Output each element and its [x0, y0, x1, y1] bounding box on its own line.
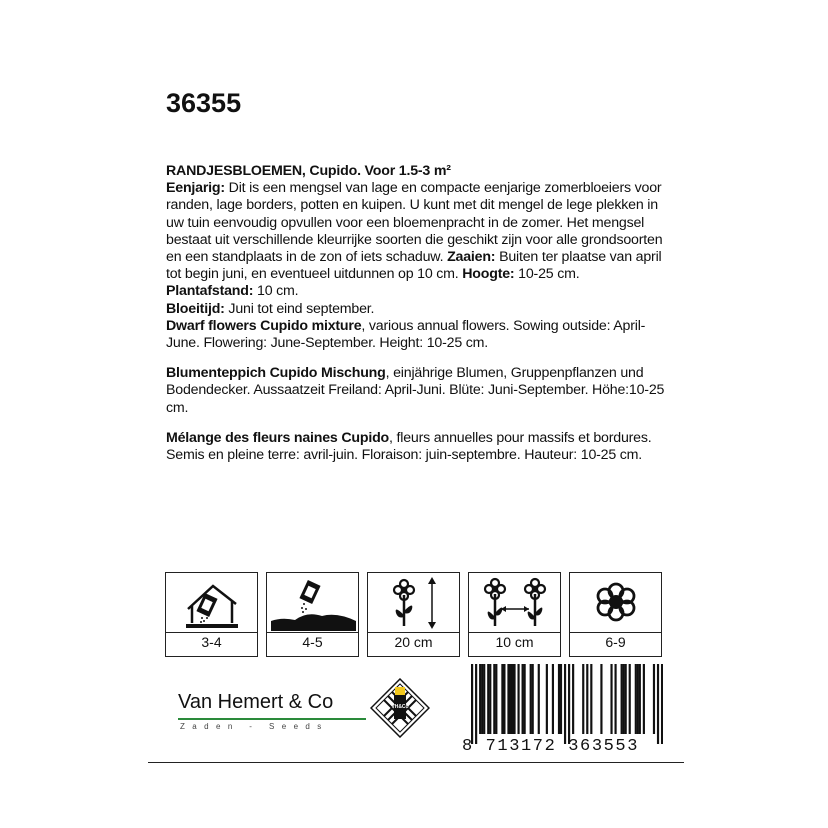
barcode-bar [487, 664, 489, 734]
flowering-icon [570, 573, 663, 632]
barcode-bar [479, 664, 481, 734]
barcode-bar [629, 664, 631, 734]
plantafstand-text: 10 cm. [253, 283, 299, 300]
dutch-title [166, 163, 666, 180]
barcode-bar [586, 664, 588, 734]
bloeitijd-text: Juni tot eind september. [224, 300, 375, 317]
french-description [166, 430, 666, 464]
barcode-bar [600, 664, 602, 734]
barcode-bar [657, 664, 659, 744]
barcode-bar [661, 664, 663, 744]
barcode-number: 8 713172 363553 [462, 737, 640, 756]
barcode-bar [558, 664, 560, 734]
barcode-bar [509, 664, 511, 734]
barcode-bar [475, 664, 477, 744]
zaaien-label: Zaaien: [447, 249, 496, 266]
zaaien-text: Buiten ter plaatse van april tot begin juni, en eventueel uitdunnen op 10 cm. [166, 249, 662, 283]
brand-name: Van Hemert & Co [178, 691, 334, 713]
bloeitijd-label: Bloeitijd: [166, 300, 225, 317]
logo-text: VH&Co [391, 704, 409, 710]
barcode-bar [572, 664, 574, 734]
greenhouse-sowing-icon [166, 573, 259, 632]
german-name: Blumenteppich Cupido Mischung [166, 365, 386, 382]
icon-cell-flowering [569, 572, 662, 657]
barcode-bar [495, 664, 497, 734]
icon-cell-outdoor [266, 572, 359, 657]
plant-height-value: 20 cm [394, 634, 433, 650]
eenjarig-label: Eenjarig: [166, 180, 225, 197]
barcode-bar [503, 664, 505, 734]
barcode-bar [564, 664, 566, 744]
barcode-bar [513, 664, 515, 734]
barcode-bar [590, 664, 592, 734]
barcode-icon [471, 664, 663, 744]
barcode-bar [625, 664, 627, 734]
hoogte-label: Hoogte: [462, 266, 515, 283]
barcode-bar [522, 664, 524, 734]
sowing-icons-row [165, 572, 662, 657]
outdoor-sowing-months: 4-5 [302, 634, 323, 650]
french-name: Mélange des fleurs naines Cupido [166, 429, 390, 446]
barcode-bar [623, 664, 625, 734]
brand-logo-icon [370, 678, 430, 738]
barcode-bar [524, 664, 526, 734]
dutch-description [166, 180, 666, 300]
barcode-bar [489, 664, 491, 734]
barcode-bar [507, 664, 509, 734]
eenjarig-text: Dit is een mengsel van lage en compacte eenjarige zomerbloeiers voor randen, lage borders, potten en kuipen. U kunt met dit mengel de lege plekken in uw tuin eenvoudig opvullen voor een bloemenpracht in de zomer. Het mengsel bestaat uit verschillende kleurrijke soorten die geschikt zijn voor alle grondsoorten en een standplaats in de zon of iets schaduw. [166, 180, 663, 266]
french-text: , fleurs annuelles pour massifs et bordures. Semis en pleine terre: avril-juin. Floraison: juin-septembre. Hauteur: 10-25 cm. [166, 429, 652, 464]
description-block [166, 163, 666, 477]
plant-spacing-icon [469, 573, 562, 632]
plantafstand-label: Plantafstand: [166, 283, 254, 300]
dutch-bloeitijd [166, 301, 666, 318]
plant-spacing-value: 10 cm [495, 634, 534, 650]
hoogte-text: 10-25 cm. [514, 266, 580, 283]
barcode-bar [511, 664, 513, 734]
barcode-bar [610, 664, 612, 734]
barcode-bar [621, 664, 623, 734]
barcode-bar [538, 664, 540, 734]
brand-tagline: Zaden - Seeds [180, 722, 329, 731]
icon-cell-spacing [468, 572, 561, 657]
barcode-bar [653, 664, 655, 734]
barcode-bar [614, 664, 616, 734]
barcode-bar [637, 664, 639, 734]
german-description [166, 365, 666, 417]
barcode-bar [643, 664, 645, 734]
barcode-bar [517, 664, 519, 734]
barcode-bar [483, 664, 485, 734]
icon-cell-height [367, 572, 460, 657]
barcode-bar [501, 664, 503, 734]
greenhouse-sowing-months: 3-4 [201, 634, 222, 650]
barcode-bar [639, 664, 641, 734]
english-description [166, 318, 666, 352]
outdoor-sowing-icon [267, 573, 360, 632]
barcode-bar [471, 664, 473, 744]
icon-cell-greenhouse [165, 572, 258, 657]
barcode-bar [582, 664, 584, 734]
barcode-bar [481, 664, 483, 734]
dutch-title-text: RANDJESBLOEMEN, Cupido. Voor 1.5-3 m² [166, 163, 451, 179]
flowering-months: 6-9 [605, 634, 626, 650]
barcode-bar [532, 664, 534, 734]
barcode-bar [552, 664, 554, 734]
english-name: Dwarf flowers Cupido mixture [166, 317, 362, 334]
barcode-bar [568, 664, 570, 744]
brand-underline [178, 718, 366, 720]
german-text: , einjährige Blumen, Gruppenpflanzen und Bodendecker. Aussaatzeit Freiland: April-Juni. Blüte: Juni-September. Höhe:10-25 cm. [166, 365, 665, 416]
bottom-divider [148, 762, 684, 763]
plant-height-icon [368, 573, 461, 632]
barcode-bar [530, 664, 532, 734]
barcode-bar [546, 664, 548, 734]
english-text: , various annual flowers. Sowing outside: April-June. Flowering: June-September. Height: 10-25 cm. [166, 317, 646, 352]
barcode-bar [493, 664, 495, 734]
barcode-bar [560, 664, 562, 734]
product-code: 36355 [166, 88, 242, 118]
barcode-bar [635, 664, 637, 734]
